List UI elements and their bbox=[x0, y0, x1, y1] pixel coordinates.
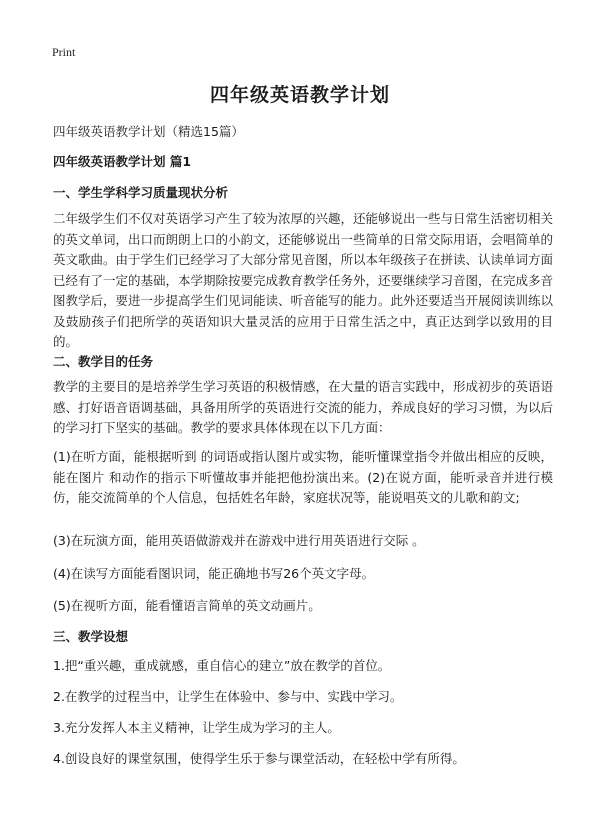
section-2-item-view-listen: (5)在视听方面，能看懂语言简单的英文动画片。 bbox=[53, 598, 321, 613]
section-heading-2: 二、教学目的任务 bbox=[53, 354, 154, 369]
article-heading: 四年级英语教学计划 篇1 bbox=[53, 154, 192, 169]
section-2-paragraph-listening-speaking: (1)在听方面，能根据听到 的词语或指认图片或实物，能听懂课堂指令并做出相应的反映，能在图片 和动作的指示下听懂故事并能把他扮演出来。(2)在说方面，能听录音并进行模仿，能交流简单的个人信息，包括姓名年龄，家庭状况等，能说唱英文的儿歌和韵文; bbox=[53, 449, 553, 505]
section-heading-3: 三、教学设想 bbox=[53, 629, 129, 644]
section-3-item-4: 4.创设良好的课堂氛围，使得学生乐于参与课堂活动，在轻松中学有所得。 bbox=[53, 751, 465, 766]
section-3-item-2: 2.在教学的过程当中，让学生在体验中、参与中、实践中学习。 bbox=[53, 689, 403, 704]
section-heading-1: 一、学生学科学习质量现状分析 bbox=[53, 185, 229, 200]
section-2-item-read-write: (4)在读写方面能看图识词，能正确地书写26个英文字母。 bbox=[53, 566, 375, 581]
page-title: 四年级英语教学计划 bbox=[209, 84, 390, 106]
section-2-item-play: (3)在玩演方面，能用英语做游戏并在游戏中进行用英语进行交际 。 bbox=[53, 533, 425, 548]
section-3-item-1: 1.把“重兴趣，重成就感，重自信心的建立”放在教学的首位。 bbox=[53, 658, 391, 673]
page-subtitle: 四年级英语教学计划（精选15篇） bbox=[53, 124, 244, 139]
section-2-paragraph-intro: 教学的主要目的是培养学生学习英语的积极情感，在大量的语言实践中，形成初步的英语语感、打好语音语调基础，具备用所学的英语进行交流的能力，养成良好的学习习惯，为以后的学习打下坚实的基础。教学的要求具体体现在以下几方面： bbox=[53, 379, 554, 435]
section-1-paragraph: 二年级学生们不仅对英语学习产生了较为浓厚的兴趣，还能够说出一些与日常生活密切相关的英文单词，出口而朗朗上口的小韵文，还能够说出一些简单的日常交际用语，会唱简单的英文歌曲。由于学生们已经学习了大部分常见音图，所以本年级孩子在拼读、认读单词方面已经有了一定的基础，本学期除按要完成教育教学任务外，还要继续学习音图，在完成多音图教学后，要进一步提高学生们见词能读、听音能写的能力。此外还要适当开展阅读训练以及鼓励孩子们把所学的英语知识大量灵活的应用于日常生活之中，真正达到学以致用的目的。 bbox=[53, 211, 554, 349]
section-3-item-3: 3.充分发挥人本主义精神，让学生成为学习的主人。 bbox=[53, 720, 340, 735]
print-link[interactable]: Print bbox=[52, 45, 76, 59]
